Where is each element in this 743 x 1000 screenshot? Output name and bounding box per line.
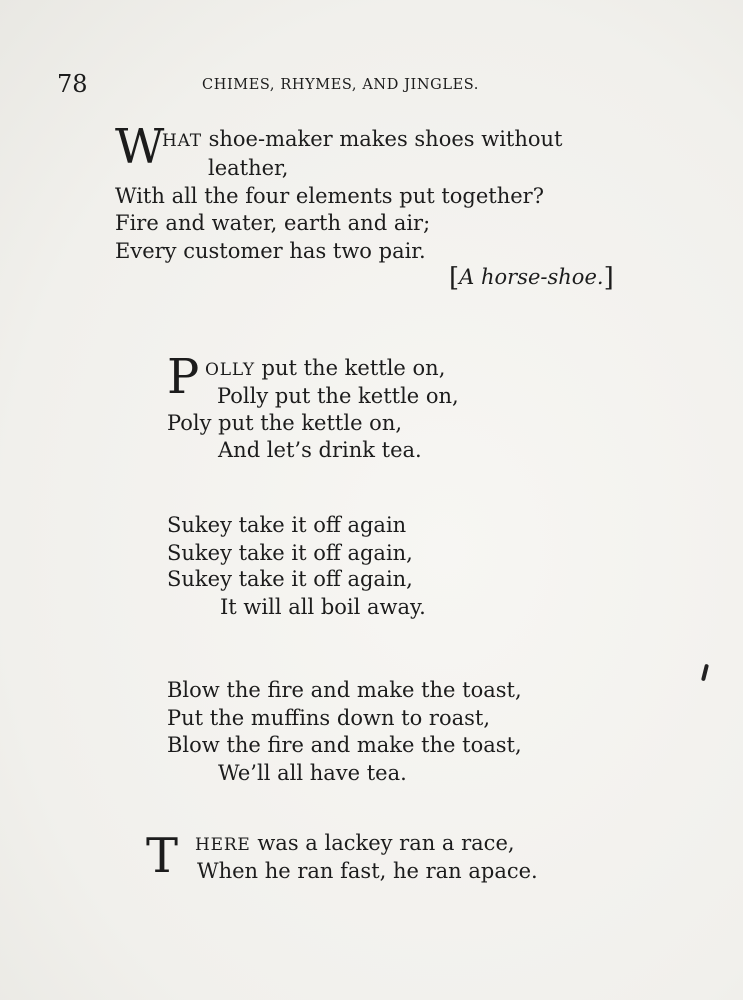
ink-speck <box>701 664 709 681</box>
verse-line: Put the muffins down to roast, <box>167 706 490 730</box>
dropcap-w: W <box>115 119 165 175</box>
verse-line: Sukey take it off again <box>167 513 407 537</box>
dropcap-t: T <box>146 828 179 884</box>
verse-line: Sukey take it off again, <box>167 541 413 565</box>
verse-line: leather, <box>208 156 289 180</box>
verse-line: When he ran fast, he ran apace. <box>197 859 538 883</box>
verse-line: Polly put the kettle on, <box>217 384 459 408</box>
verse-line: HAT shoe-maker makes shoes without <box>162 127 563 151</box>
verse-line: OLLY put the kettle on, <box>205 356 446 380</box>
verse-line: Blow the fire and make the toast, <box>167 678 522 702</box>
verse-line: With all the four elements put together? <box>115 184 544 208</box>
page-number: 78 <box>57 70 88 98</box>
verse-line: We’ll all have tea. <box>218 761 407 785</box>
verse-line: Fire and water, earth and air; <box>115 211 431 235</box>
verse-line: Poly put the kettle on, <box>167 411 403 435</box>
verse-line: HERE was a lackey ran a race, <box>195 831 515 855</box>
verse-line: Sukey take it off again, <box>167 567 413 591</box>
verse-line: It will all boil away. <box>220 595 426 619</box>
verse-line: Blow the fire and make the toast, <box>167 733 522 757</box>
verse-line: Every customer has two pair. <box>115 239 426 263</box>
verse-line: And let’s drink tea. <box>218 438 422 462</box>
riddle-answer: [A horse-shoe.] <box>449 263 614 293</box>
dropcap-p: P <box>167 349 200 405</box>
running-title: CHIMES, RHYMES, AND JINGLES. <box>202 77 479 93</box>
